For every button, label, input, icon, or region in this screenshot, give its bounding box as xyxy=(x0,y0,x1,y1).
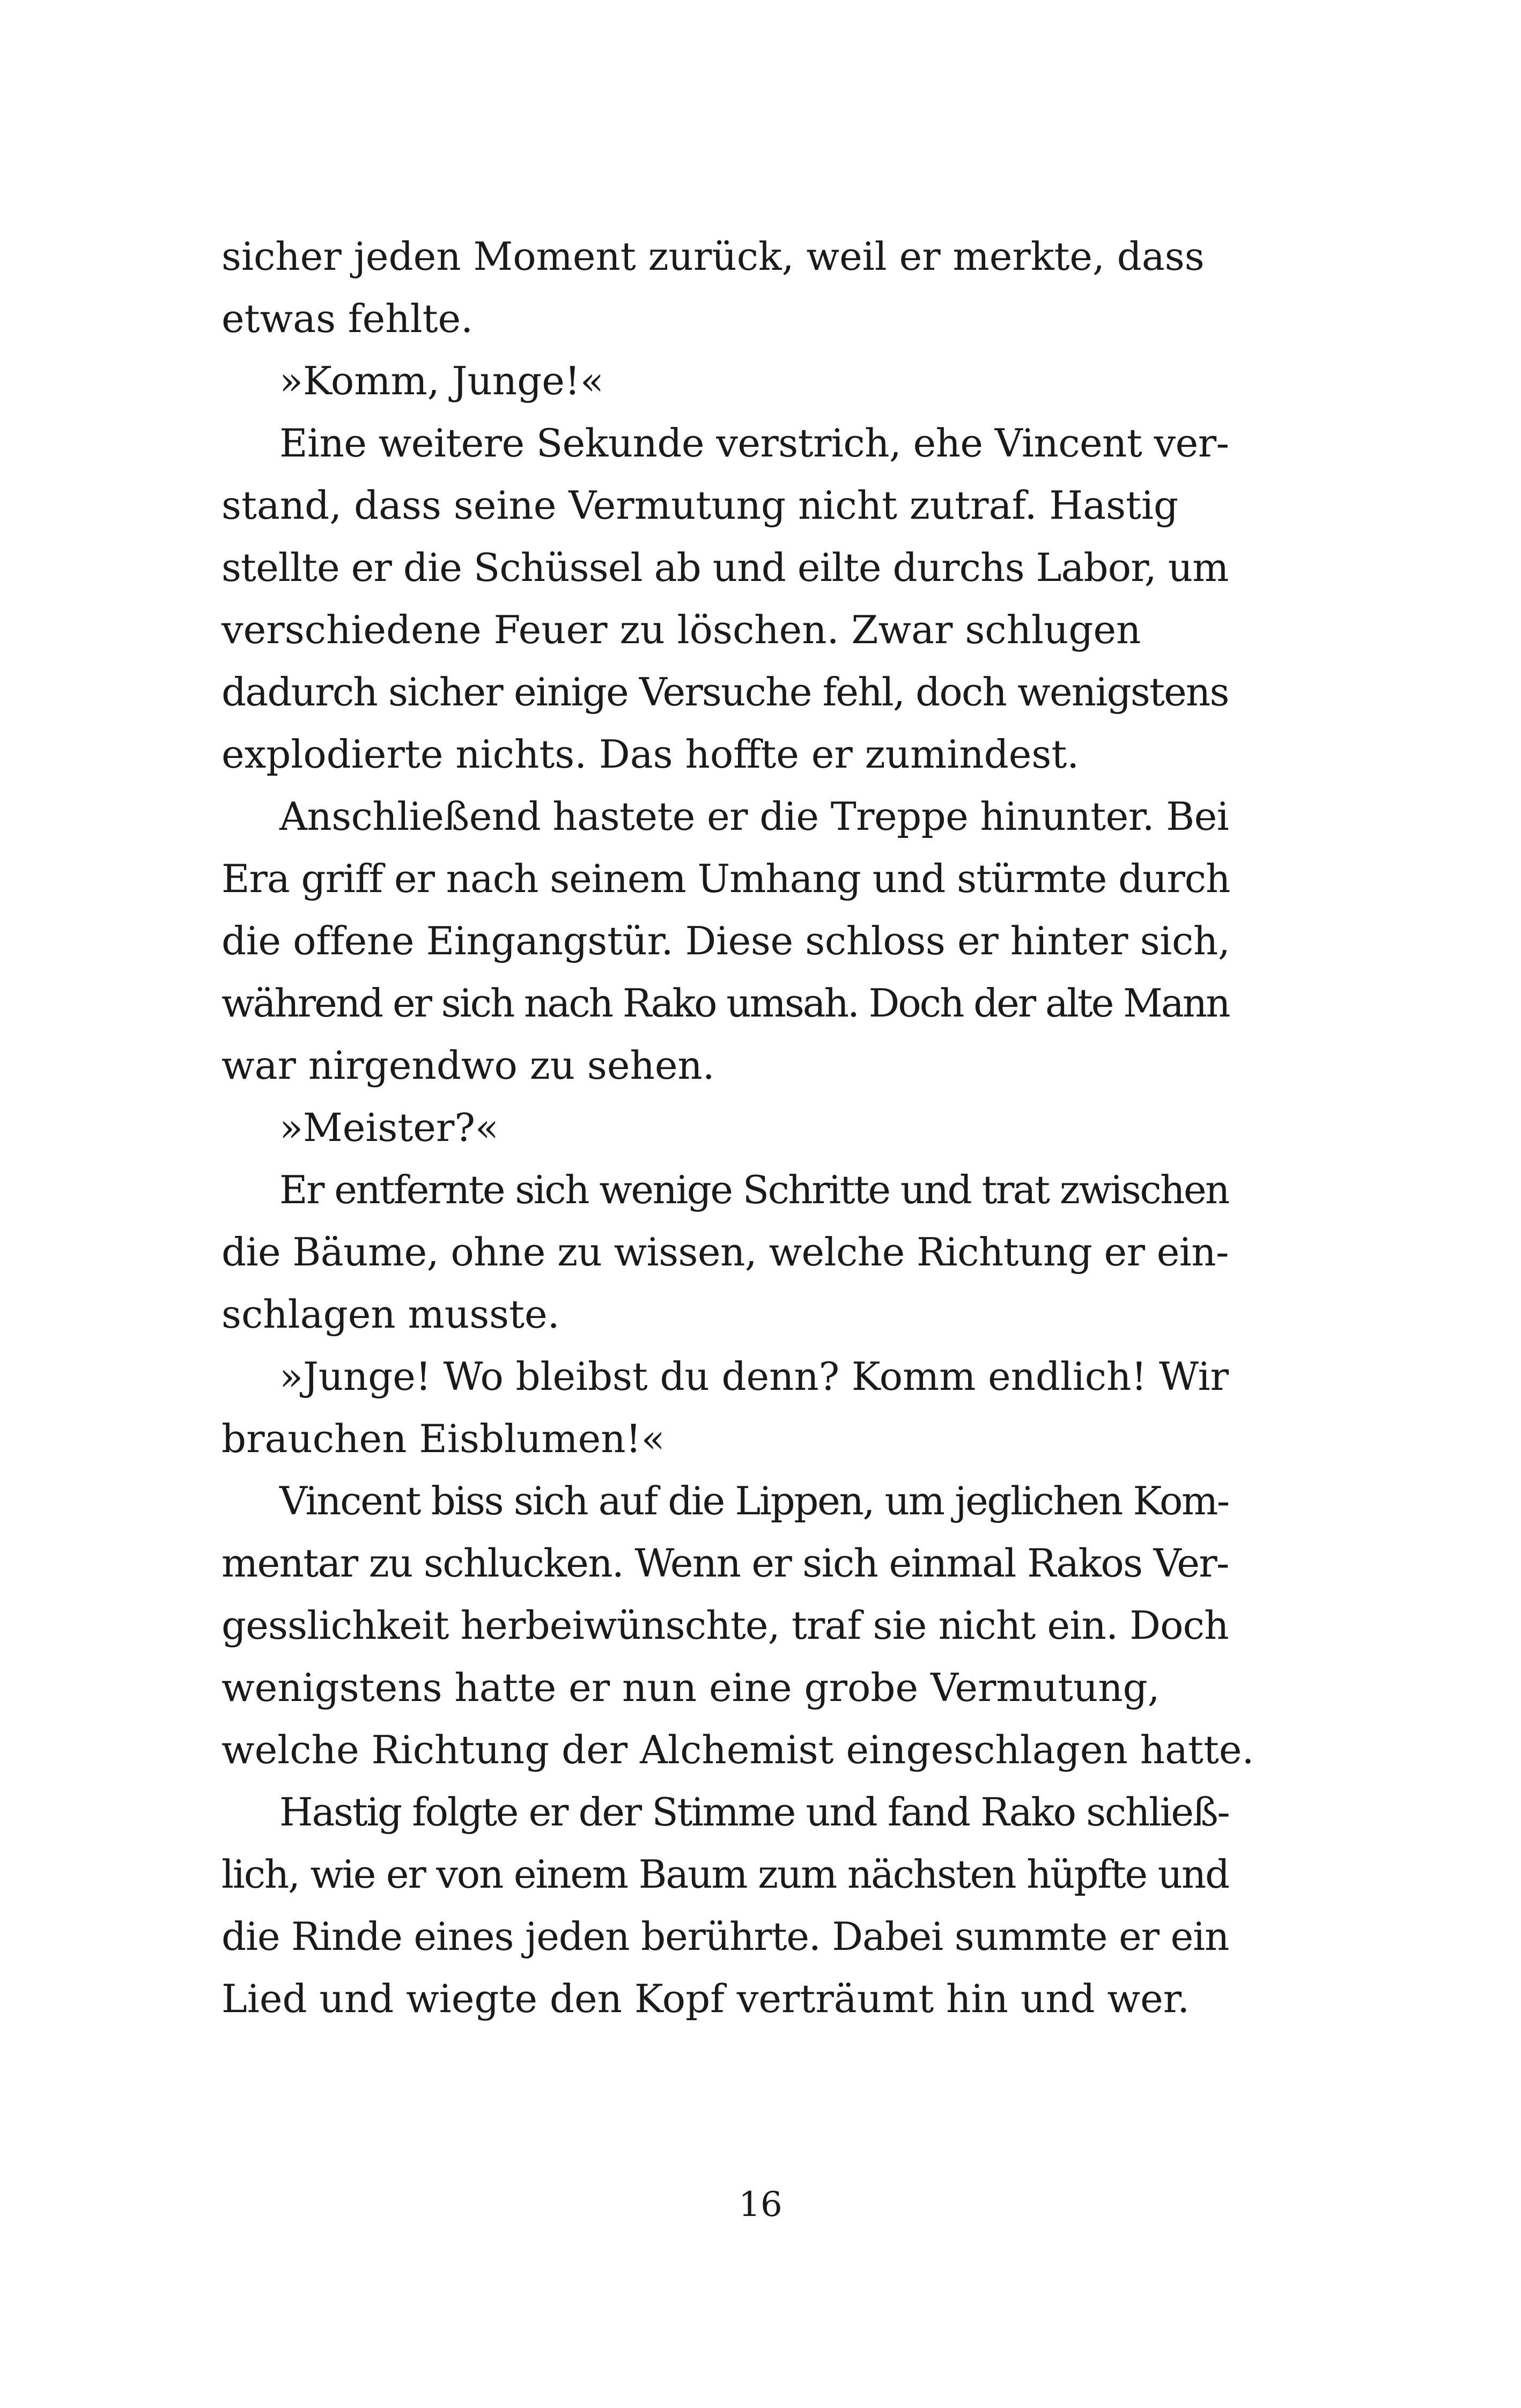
text-line: die Bäume, ohne zu wissen, welche Richtung er ein- xyxy=(221,1229,1229,1275)
text-line: »Komm, Junge!« xyxy=(279,358,604,403)
text-line: die Rinde eines jeden berührte. Dabei summte er ein xyxy=(221,1914,1229,1959)
text-line: welche Richtung der Alchemist eingeschlagen hatte. xyxy=(221,1727,1254,1772)
text-line: mentar zu schlucken. Wenn er sich einmal Rakos Ver- xyxy=(221,1541,1229,1586)
text-line: dadurch sicher einige Versuche fehl, doch wenigstens xyxy=(221,669,1229,715)
text-line: wenigstens hatte er nun eine grobe Vermutung, xyxy=(221,1665,1160,1710)
text-line: Hastig folgte er der Stimme und fand Rako schließ- xyxy=(279,1790,1229,1835)
text-line: Eine weitere Sekunde verstrich, ehe Vincent ver- xyxy=(279,421,1229,466)
text-line: schlagen musste. xyxy=(221,1292,560,1337)
text-line: sicher jeden Moment zurück, weil er merkte, dass xyxy=(221,234,1205,279)
text-line: »Meister?« xyxy=(279,1105,499,1150)
text-line: Era griff er nach seinem Umhang und stürmte durch xyxy=(221,856,1230,901)
text-line: »Junge! Wo bleibst du denn? Komm endlich! Wir xyxy=(279,1354,1229,1399)
page-number: 16 xyxy=(739,2185,782,2225)
text-line: Er entfernte sich wenige Schritte und trat zwischen xyxy=(279,1167,1229,1212)
text-line: explodierte nichts. Das hoffte er zumindest. xyxy=(221,732,1080,777)
text-line: stand, dass seine Vermutung nicht zutraf. Hastig xyxy=(221,483,1179,528)
text-line: gesslichkeit herbeiwünschte, traf sie nicht ein. Doch xyxy=(221,1603,1229,1648)
text-line: war nirgendwo zu sehen. xyxy=(221,1043,715,1088)
text-line: Vincent biss sich auf die Lippen, um jeglichen Kom- xyxy=(279,1478,1229,1523)
text-line: verschiedene Feuer zu löschen. Zwar schlugen xyxy=(221,607,1141,652)
text-line: während er sich nach Rako umsah. Doch der alte Mann xyxy=(221,981,1229,1026)
text-line: die offene Eingangstür. Diese schloss er hinter sich, xyxy=(221,918,1230,963)
text-line: Lied und wiegte den Kopf verträumt hin und wer. xyxy=(221,1976,1190,2021)
text-line: lich, wie er von einem Baum zum nächsten hüpfte und xyxy=(221,1852,1229,1897)
text-line: brauchen Eisblumen!« xyxy=(221,1416,665,1461)
text-line: etwas fehlte. xyxy=(221,296,474,341)
text-line: stellte er die Schüssel ab und eilte durchs Labor, um xyxy=(221,545,1229,590)
text-line: Anschließend hastete er die Treppe hinunter. Bei xyxy=(279,794,1229,839)
body-text xyxy=(221,225,1254,2030)
